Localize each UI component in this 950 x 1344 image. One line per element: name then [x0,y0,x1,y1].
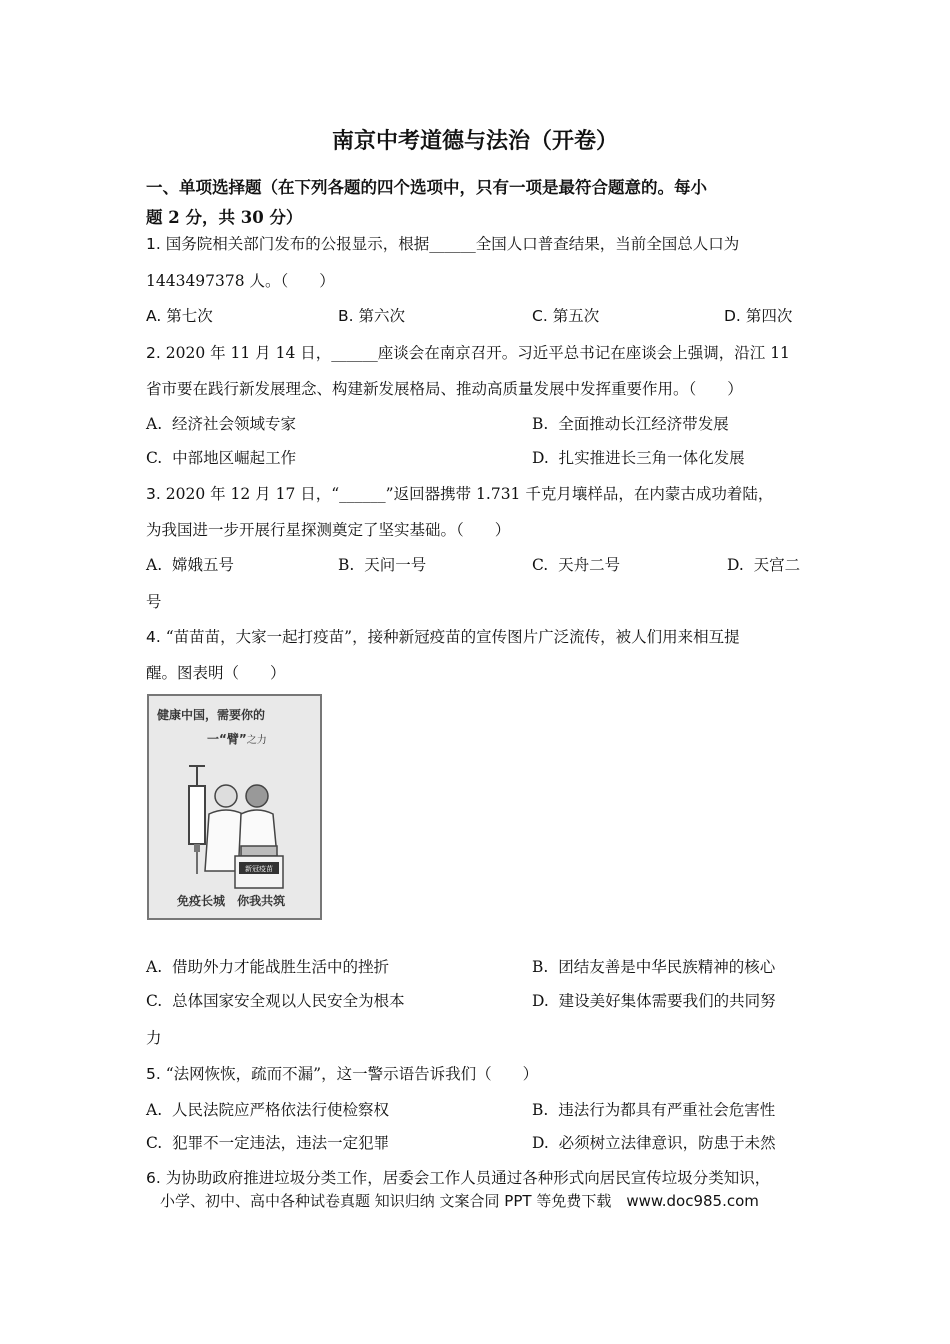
option-letter: D. [532,992,549,1010]
option-letter: D. [724,307,741,325]
option-text: 天舟二号 [558,556,621,574]
question-6-text: 为协助政府推进垃圾分类工作，居委会工作人员通过各种形式向居民宣传垃圾分类知识， [165,1169,771,1187]
poster-caption-3: 免疫长城 你我共筑 [177,894,286,908]
question-2-line2: 省市要在践行新发展理念、构建新发展格局、推动高质量发展中发挥重要作用。（ ） [146,380,743,398]
question-3-number: 3. [146,485,161,503]
option-letter: B. [532,1101,549,1119]
option-letter: C. [146,449,163,467]
vaccine-poster-figure [147,694,322,920]
option-text: 借助外力才能战胜生活中的挫折 [171,958,389,976]
question-4-line1 [146,625,740,647]
option-letter: A. [146,556,163,574]
question-2-line1 [146,341,790,363]
option-letter: C. [532,307,548,325]
question-4-number: 4. [146,628,161,646]
option-letter: A. [146,415,163,433]
q4-option-c [146,989,405,1011]
option-text: 天问一号 [364,556,427,574]
q1-option-c [532,304,599,326]
option-letter: D. [532,1134,549,1152]
q3-option-d [727,553,800,575]
q1-option-d [724,304,792,326]
option-letter: B. [338,307,354,325]
section-heading-line2: 题 2 分，共 30 分） [146,208,303,227]
q4-option-a [146,955,389,977]
option-letter: A. [146,958,163,976]
option-letter: B. [532,958,549,976]
q4-option-b [532,955,775,977]
option-text: 人民法院应严格依法行使检察权 [171,1101,389,1119]
option-text: 建设美好集体需要我们的共同努 [558,992,776,1010]
question-5-number: 5. [146,1065,161,1083]
q2-option-b [532,412,729,434]
page-title: 南京中考道德与法治（开卷） [331,128,618,154]
question-3-line2: 为我国进一步开展行星探测奠定了坚实基础。（ ） [146,521,511,539]
option-letter: A. [146,1101,163,1119]
question-1-text: 国务院相关部门发布的公报显示，根据______全国人口普查结果，当前全国总人口为 [165,235,740,253]
option-letter: C. [146,1134,163,1152]
option-text: 第五次 [552,307,600,325]
option-text: 违法行为都具有严重社会危害性 [558,1101,776,1119]
option-text: 经济社会领域专家 [171,415,296,433]
option-text: 嫦娥五号 [171,556,234,574]
poster-caption-2b: 之力 [246,735,267,746]
q5-option-a [146,1098,389,1120]
option-letter: C. [146,992,163,1010]
option-text: 第四次 [745,307,793,325]
option-text: 团结友善是中华民族精神的核心 [558,958,776,976]
option-text: 总体国家安全观以人民安全为根本 [172,992,405,1010]
question-1-number: 1. [146,235,161,253]
q3-option-a [146,553,234,575]
poster-caption-1: 健康中国，需要你的 [157,708,266,722]
q5-option-b [532,1098,775,1120]
q5-option-d [532,1131,776,1153]
section-heading-line1: 一、单项选择题（在下列各题的四个选项中，只有一项是最符合题意的。每小 [146,178,707,197]
q2-option-d [532,446,745,468]
question-6-number: 6. [146,1169,161,1187]
option-text: 天宫二 [753,556,801,574]
question-3-text: 2020 年 12 月 17 日，“______”返回器携带 1.731 千克月壤样品，在内蒙古成功着陆， [165,485,774,503]
option-text: 中部地区崛起工作 [172,449,297,467]
option-letter: C. [532,556,549,574]
poster-caption-2 [207,730,267,747]
option-letter: D. [532,449,549,467]
option-text: 扎实推进长三角一体化发展 [558,449,745,467]
q5-option-c [146,1131,389,1153]
question-1-line2: 1443497378 人。（ ） [146,272,335,290]
question-2-text: 2020 年 11 月 14 日，______座谈会在南京召开。习近平总书记在座谈会上强调，沿江 11 [165,344,790,362]
option-text: 第六次 [358,307,406,325]
question-4-line2: 醒。图表明（ ） [146,664,286,682]
option-text: 第七次 [166,307,213,325]
option-letter: D. [727,556,744,574]
q2-option-c [146,446,296,468]
question-1-line1 [146,232,739,254]
q3-option-c [532,553,620,575]
q1-option-a [146,304,213,326]
option-text: 犯罪不一定违法，违法一定犯罪 [172,1134,390,1152]
option-text: 全面推动长江经济带发展 [558,415,729,433]
q2-option-a [146,412,296,434]
question-4-text: “苗苗苗，大家一起打疫苗”，接种新冠疫苗的宣传图片广泛流传，被人们用来相互提 [165,628,740,646]
option-letter: B. [532,415,549,433]
bottle-label: 新冠疫苗 [245,865,273,873]
page-footer: 小学、初中、高中各种试卷真题 知识归纳 文案合同 PPT 等免费下载 www.doc985.com [160,1192,759,1210]
q4-option-d [532,989,776,1011]
q4-option-d-wrap: 力 [146,1029,162,1047]
poster-caption-2a: 一“臂” [207,732,247,746]
option-letter: A. [146,307,162,325]
question-5-text: “法网恢恢，疏而不漏”，这一警示语告诉我们（ ） [165,1065,539,1083]
question-5-line1 [146,1062,538,1084]
option-text: 必须树立法律意识，防患于未然 [558,1134,776,1152]
question-3-line1 [146,482,773,504]
q1-option-b [338,304,405,326]
q3-option-b [338,553,426,575]
option-letter: B. [338,556,355,574]
question-2-number: 2. [146,344,161,362]
q3-option-d-wrap: 号 [146,593,162,611]
question-6-line1 [146,1166,770,1188]
